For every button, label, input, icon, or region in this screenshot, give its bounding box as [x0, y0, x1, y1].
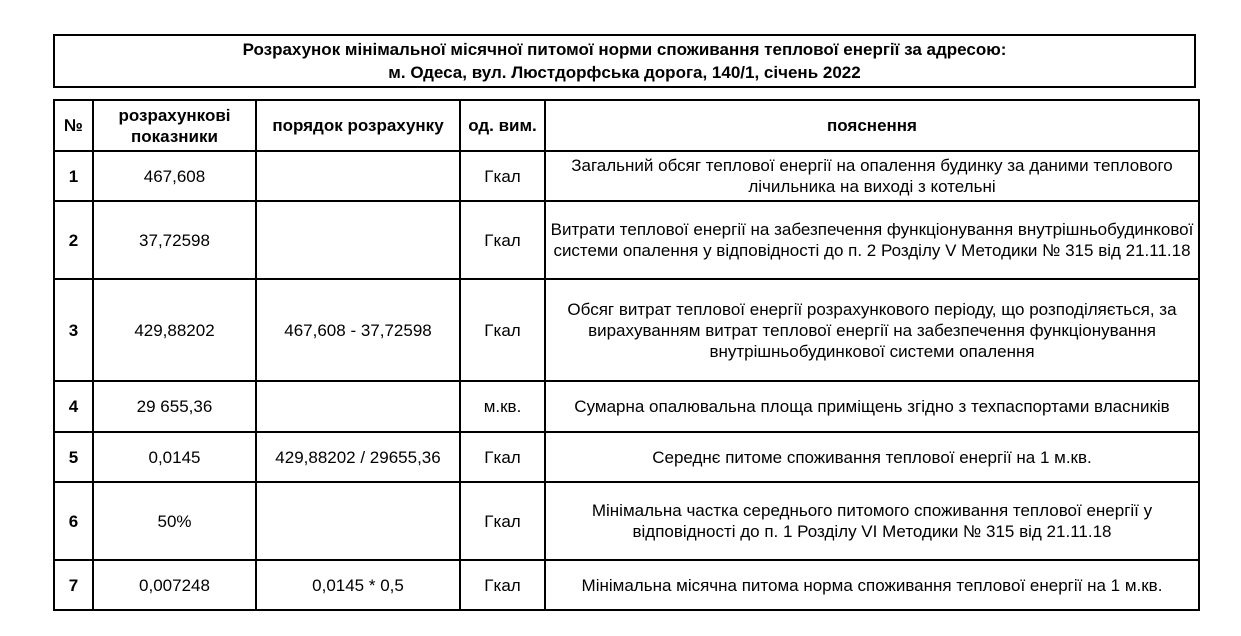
- row-num: 3: [54, 279, 93, 381]
- row-calc: 429,88202 / 29655,36: [256, 432, 460, 482]
- row-explanation: Витрати теплової енергії на забезпечення функціонування внутрішньобудинкової системи опалення у відповідності до п. 2 Розділу V Методики № 315 від 21.11.18: [545, 201, 1199, 279]
- row-calc: [256, 482, 460, 560]
- row-indicator: 429,88202: [93, 279, 256, 381]
- table-row: [54, 279, 1199, 381]
- row-indicator: 50%: [93, 482, 256, 560]
- row-unit: Гкал: [460, 279, 545, 381]
- row-unit: Гкал: [460, 482, 545, 560]
- calculation-table: [53, 99, 1200, 611]
- table-row: [54, 151, 1199, 201]
- row-indicator: 467,608: [93, 151, 256, 201]
- row-indicator: 37,72598: [93, 201, 256, 279]
- row-num: 2: [54, 201, 93, 279]
- table-row: [54, 560, 1199, 610]
- row-explanation: Сумарна опалювальна площа приміщень згідно з техпаспортами власників: [545, 381, 1199, 432]
- row-num: 6: [54, 482, 93, 560]
- row-explanation: Загальний обсяг теплової енергії на опалення будинку за даними теплового лічильника на виході з котельні: [545, 151, 1199, 201]
- row-unit: Гкал: [460, 151, 545, 201]
- row-explanation: Мінімальна частка середнього питомого споживання теплової енергії у відповідності до п. 1 Розділу VI Методики № 315 від 21.11.18: [545, 482, 1199, 560]
- row-calc: 0,0145 * 0,5: [256, 560, 460, 610]
- row-indicator: 29 655,36: [93, 381, 256, 432]
- row-num: 4: [54, 381, 93, 432]
- table-row: [54, 201, 1199, 279]
- row-unit: м.кв.: [460, 381, 545, 432]
- table-row: [54, 381, 1199, 432]
- header-num: №: [54, 100, 93, 151]
- table-row: [54, 482, 1199, 560]
- header-row: [54, 100, 1199, 151]
- row-indicator: 0,007248: [93, 560, 256, 610]
- row-unit: Гкал: [460, 201, 545, 279]
- row-explanation: Середнє питоме споживання теплової енергії на 1 м.кв.: [545, 432, 1199, 482]
- row-calc: 467,608 - 37,72598: [256, 279, 460, 381]
- title-line-2: м. Одеса, вул. Люстдорфська дорога, 140/1, січень 2022: [388, 63, 861, 82]
- header-unit: од. вим.: [460, 100, 545, 151]
- row-num: 5: [54, 432, 93, 482]
- row-explanation: Мінімальна місячна питома норма споживання теплової енергії на 1 м.кв.: [545, 560, 1199, 610]
- header-explanation: пояснення: [545, 100, 1199, 151]
- row-num: 7: [54, 560, 93, 610]
- row-calc: [256, 381, 460, 432]
- title-line-1: Розрахунок мінімальної місячної питомої норми споживання теплової енергії за адресою:: [242, 40, 1007, 59]
- row-calc: [256, 151, 460, 201]
- row-calc: [256, 201, 460, 279]
- table-row: [54, 432, 1199, 482]
- row-unit: Гкал: [460, 432, 545, 482]
- title-box: [53, 34, 1196, 88]
- header-calc: порядок розрахунку: [256, 100, 460, 151]
- header-indicator: розрахункові показники: [93, 100, 256, 151]
- row-explanation: Обсяг витрат теплової енергії розрахункового періоду, що розподіляється, за вирахуванням витрат теплової енергії на забезпечення функціонування внутрішньобудинкової системи опалення: [545, 279, 1199, 381]
- row-indicator: 0,0145: [93, 432, 256, 482]
- row-unit: Гкал: [460, 560, 545, 610]
- row-num: 1: [54, 151, 93, 201]
